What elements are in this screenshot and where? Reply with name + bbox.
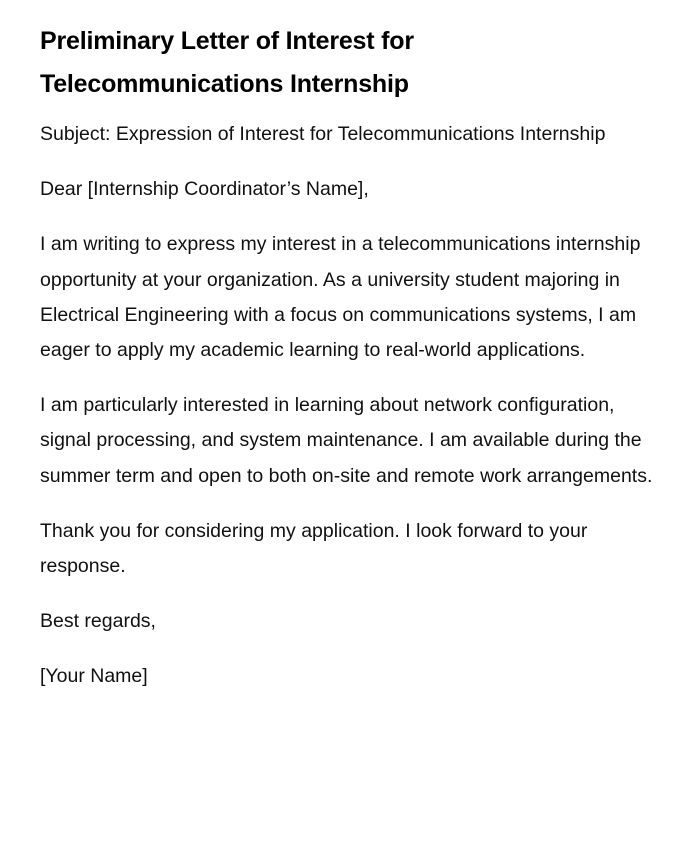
body-paragraph-interests: I am particularly interested in learning about network configuration, signal processing, and system maintenance. I am available during the summer term and open to both on-site and remote work arrangements. — [40, 394, 653, 487]
salutation: Dear [Internship Coordinator’s Name], — [40, 178, 369, 201]
signature: [Your Name] — [40, 665, 148, 688]
closing: Best regards, — [40, 610, 156, 633]
page-title: Preliminary Letter of Interest for Telecommunications Internship — [40, 27, 414, 98]
subject-line: Subject: Expression of Interest for Telecommunications Internship — [40, 123, 606, 145]
body-paragraph-intro: I am writing to express my interest in a telecommunications internship opportunity at your organization. As a university student majoring in Electrical Engineering with a focus on communications systems, I am eager to apply my academic learning to real-world applications. — [40, 233, 641, 362]
body-paragraph-thanks: Thank you for considering my application. I look forward to your response. — [40, 519, 588, 578]
